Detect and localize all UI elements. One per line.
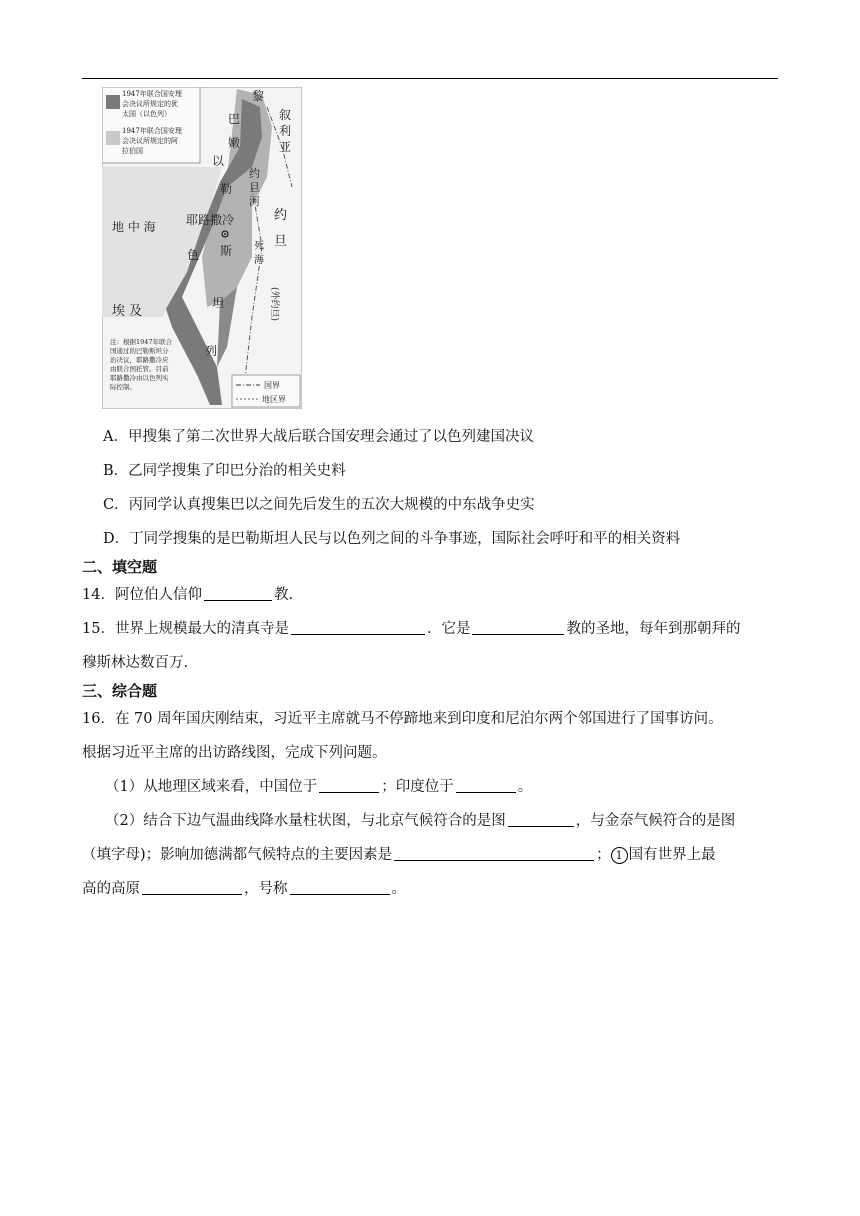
q16-p2-line2-pre: （填字母)；影响加德满都气候特点的主要因素是 bbox=[82, 847, 393, 863]
label-egypt: 埃 及 bbox=[112, 304, 143, 319]
question-16-line-1: 16．在 70 周年国庆刚结束，习近平主席就马不停蹄地来到印度和尼泊尔两个邻国进行了国事访问。 bbox=[82, 711, 723, 727]
question-16-part-2-line-2 bbox=[82, 845, 716, 865]
q16-p2-line2-post: ； bbox=[596, 847, 611, 863]
label-palestine-5: 列 bbox=[205, 344, 218, 358]
palestine-partition-map bbox=[102, 87, 302, 409]
q16-p2-blank-3[interactable] bbox=[142, 880, 242, 895]
option-c: C．丙同学认真搜集巴以之间先后发生的五次大规模的中东战争史实 bbox=[103, 497, 535, 513]
question-16-part-1 bbox=[105, 777, 532, 797]
label-jordan-river-1: 约 bbox=[249, 167, 260, 180]
label-dead-sea-2: 海 bbox=[254, 255, 264, 266]
q16-p2-line3-pre: 高的高原 bbox=[82, 881, 140, 897]
label-palestine-3: 斯 bbox=[220, 244, 233, 258]
legend-border-country: 国界 bbox=[264, 381, 280, 390]
option-b: B．乙同学搜集了印巴分治的相关史料 bbox=[103, 463, 346, 479]
q15-blank-2[interactable] bbox=[472, 620, 564, 635]
question-15-line-1 bbox=[82, 619, 740, 639]
label-dead-sea-1: 死 bbox=[254, 241, 264, 252]
label-syria-2: 利 bbox=[279, 124, 292, 138]
legend-2-line-3: 拉伯国 bbox=[122, 147, 143, 155]
q15-text-pre: 15．世界上规模最大的清真寺是 bbox=[82, 621, 289, 637]
label-syria-1: 叙 bbox=[279, 108, 292, 122]
q16-p2-blank-2[interactable] bbox=[394, 846, 594, 861]
q16-p1-pre: （1）从地理区域来看，中国位于 bbox=[105, 779, 318, 795]
q16-p2-blank-4[interactable] bbox=[290, 880, 390, 895]
q16-p1-mid: ；印度位于 bbox=[381, 779, 454, 795]
option-d: D．丁同学搜集的是巴勒斯坦人民与以色列之间的斗争事迹，国际社会呼吁和平的相关资料 bbox=[103, 531, 681, 547]
section-2-heading: 二、填空题 bbox=[82, 558, 158, 576]
header-rule bbox=[82, 78, 778, 79]
label-lebanon-3: 嫩 bbox=[228, 136, 241, 150]
legend-1-line-1: 1947年联合国安理 bbox=[122, 90, 182, 98]
q16-p2-blank-1[interactable] bbox=[508, 812, 574, 827]
map-note-line-2: 国通过的巴勒斯坦分 bbox=[110, 347, 169, 355]
q14-text-post: 教. bbox=[273, 587, 294, 603]
question-16-part-2-line-3 bbox=[82, 879, 406, 899]
q16-p1-blank-2[interactable] bbox=[456, 778, 516, 793]
q16-p2-line2-end: 国有世界上最 bbox=[628, 847, 716, 863]
question-14 bbox=[82, 585, 293, 605]
q16-p2-pre: （2）结合下边气温曲线降水量柱状图，与北京气候符合的是图 bbox=[105, 813, 506, 829]
q16-p2-line3-mid: ，号称 bbox=[244, 881, 288, 897]
question-16-part-2-line-1 bbox=[105, 811, 735, 831]
legend-1-line-3: 太国（以色列） bbox=[122, 110, 171, 118]
q15-text-mid: ．它是 bbox=[426, 621, 471, 637]
label-jordan-1: 约 bbox=[274, 208, 288, 223]
label-jordan-river-3: 河 bbox=[249, 195, 260, 208]
q15-blank-1[interactable] bbox=[291, 620, 425, 635]
question-16-line-2: 根据习近平主席的出访路线图，完成下列问题。 bbox=[82, 745, 387, 761]
q16-p1-blank-1[interactable] bbox=[319, 778, 379, 793]
q16-p1-post: 。 bbox=[517, 779, 533, 795]
q15-text-post: 教的圣地，每年到那朝拜的 bbox=[566, 621, 741, 637]
label-jordan-2: 旦 bbox=[274, 234, 288, 249]
question-15-line-2: 穆斯林达数百万. bbox=[82, 655, 189, 671]
legend-2-line-2: 会决议所规定的阿 bbox=[122, 137, 178, 145]
label-palestine-4: 坦 bbox=[212, 296, 225, 310]
label-lebanon-2: 巴 bbox=[228, 112, 241, 126]
q14-blank[interactable] bbox=[204, 586, 272, 601]
q16-p2-post: ，与金奈气候符合的是图 bbox=[575, 813, 736, 829]
label-mediterranean: 地 中 海 bbox=[112, 220, 156, 234]
legend-1-line-2: 会决议所规定的犹 bbox=[122, 100, 178, 108]
map-note-line-4: 由联合国托管。目前 bbox=[110, 365, 169, 373]
section-3-heading: 三、综合题 bbox=[82, 682, 158, 700]
label-israel-top: 以 bbox=[212, 154, 225, 168]
label-jerusalem: 耶路撒冷 bbox=[186, 213, 235, 227]
label-syria-3: 亚 bbox=[279, 140, 292, 154]
option-a: A．甲搜集了第二次世界大战后联合国安理会通过了以色列建国决议 bbox=[103, 429, 534, 445]
map-note-line-3: 治决议，耶路撒冷应 bbox=[110, 356, 169, 364]
map-note-line-6: 际控制。 bbox=[110, 383, 136, 391]
map-note-line-5: 耶路撒冷由以色列实 bbox=[110, 374, 169, 382]
label-lebanon-1: 黎 bbox=[252, 89, 265, 103]
label-jordan-river-2: 旦 bbox=[249, 181, 260, 194]
legend-border-region: 地区界 bbox=[262, 395, 286, 404]
circled-number-1: 1 bbox=[611, 847, 628, 864]
map-note-line-1: 注：根据1947年联合 bbox=[110, 338, 173, 346]
legend-2-line-1: 1947年联合国安理 bbox=[122, 127, 182, 135]
q14-text-pre: 14．阿位伯人信仰 bbox=[82, 587, 202, 603]
label-israel-mid: 色 bbox=[187, 248, 200, 262]
label-transjordan: (外约旦) bbox=[269, 287, 279, 322]
label-palestine-1: 勒 bbox=[220, 182, 233, 196]
q16-p2-line3-post: 。 bbox=[391, 881, 406, 897]
